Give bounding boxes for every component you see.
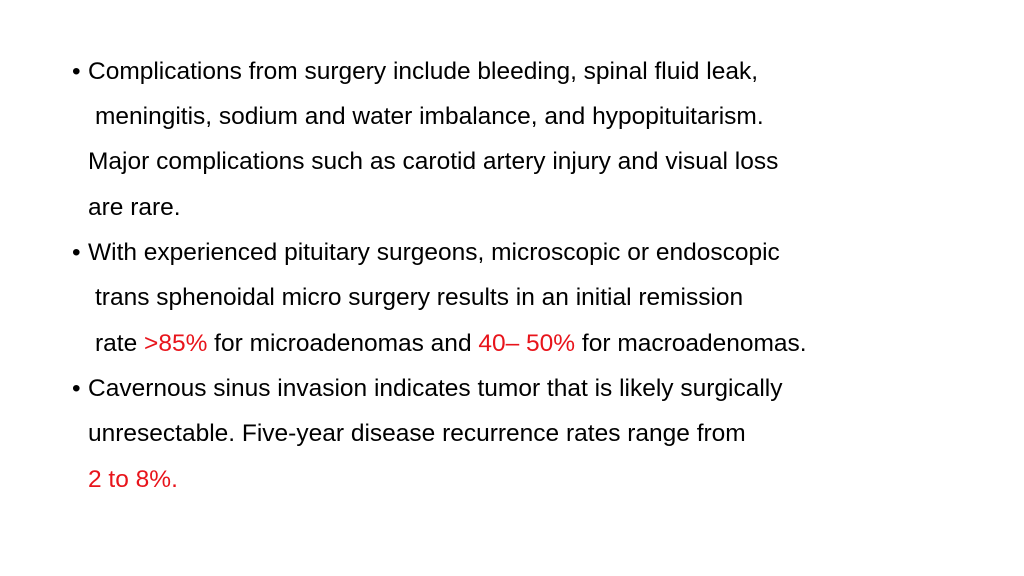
bullet-2-text-2: trans sphenoidal micro surgery results in an initial remission bbox=[95, 284, 744, 311]
bullet-3-text-2: unresectable. Five-year disease recurrence rates range from bbox=[88, 420, 746, 447]
bullet-1-line-2 bbox=[95, 102, 764, 132]
remission-rate-macroadenomas: 40– 50% bbox=[478, 330, 576, 357]
bullet-2-text-3a: rate bbox=[95, 330, 145, 357]
bullet-2-line-2 bbox=[95, 283, 743, 313]
bullet-1-line-4 bbox=[88, 193, 181, 223]
bullet-3-line-2 bbox=[88, 419, 746, 449]
bullet-1-text-3: Major complications such as carotid artery injury and visual loss bbox=[88, 148, 779, 175]
bullet-1-text-2: meningitis, sodium and water imbalance, and hypopituitarism. bbox=[95, 103, 764, 130]
bullet-3-line-3 bbox=[88, 465, 178, 495]
bullet-2-text-3e: for macroadenomas. bbox=[575, 330, 807, 357]
bullet-marker: • bbox=[72, 239, 81, 266]
bullet-3-text-1: Cavernous sinus invasion indicates tumor that is likely surgically bbox=[88, 375, 783, 402]
bullet-2-text-1: With experienced pituitary surgeons, microscopic or endoscopic bbox=[88, 239, 780, 266]
bullet-1-line-1 bbox=[72, 57, 758, 87]
remission-rate-microadenomas: >85% bbox=[144, 330, 208, 357]
bullet-2-text-3c: for microadenomas and bbox=[207, 330, 479, 357]
recurrence-rate-range: 2 to 8%. bbox=[88, 466, 178, 493]
bullet-1-text-4: are rare. bbox=[88, 194, 181, 221]
bullet-2-line-3 bbox=[95, 329, 807, 359]
bullet-1-text-1: Complications from surgery include bleeding, spinal fluid leak, bbox=[88, 58, 759, 85]
bullet-marker: • bbox=[72, 375, 81, 402]
bullet-1-line-3 bbox=[88, 147, 778, 177]
bullet-3-line-1 bbox=[72, 374, 782, 404]
bullet-2-line-1 bbox=[72, 238, 780, 268]
bullet-marker: • bbox=[72, 58, 81, 85]
